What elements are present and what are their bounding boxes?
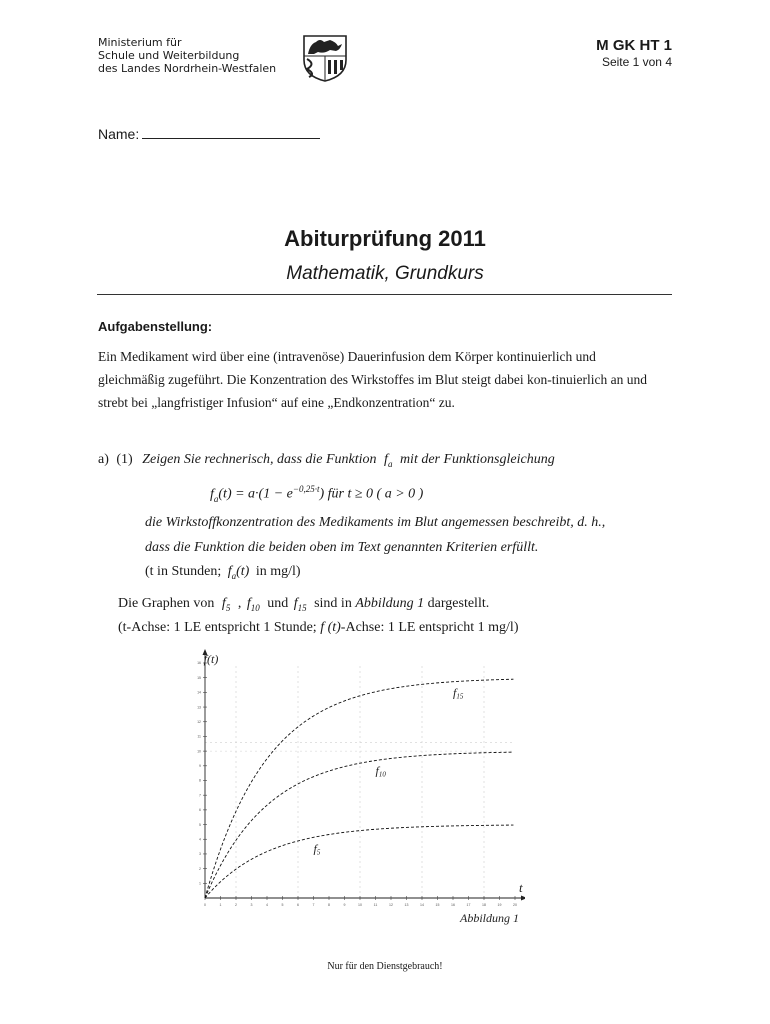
graphs-and: und bbox=[267, 596, 289, 611]
y-tick-label: 14 bbox=[197, 690, 201, 695]
x-tick-label: 10 bbox=[358, 903, 362, 907]
units-text-end: in mg/l) bbox=[255, 564, 301, 579]
y-tick-label: 9 bbox=[199, 764, 201, 769]
y-tick-label: 4 bbox=[199, 837, 201, 842]
function-subscript: a bbox=[213, 493, 219, 504]
x-tick-label: 6 bbox=[297, 903, 299, 907]
graph-sub-15: 15 bbox=[297, 602, 307, 613]
axes-scale-end: -Achse: 1 LE entspricht 1 mg/l) bbox=[340, 620, 519, 635]
x-tick-label: 18 bbox=[482, 903, 486, 907]
y-tick-label: 6 bbox=[199, 808, 201, 813]
x-tick-label: 17 bbox=[466, 903, 471, 907]
y-tick-label: 16 bbox=[197, 661, 201, 666]
task-prompt-end: mit der Funktionsgleichung bbox=[399, 452, 555, 467]
name-blank-line bbox=[142, 125, 320, 139]
intro-text: Ein Medikament wird über eine (intravenöse) Dauerinfusion dem Körper kontinuierlich und gleichmäßig zugeführt. Die Konzentration des Wirkstoffes im Blut steigt dabei kon-tinuierlich an und strebt bei „langfristiger Infusion“ auf eine „Endkonzentration“ zu. bbox=[98, 349, 647, 410]
title-divider bbox=[97, 294, 672, 295]
figure-reference: Abbildung 1 bbox=[355, 596, 425, 611]
x-tick-label: 11 bbox=[373, 903, 378, 907]
page-info: Seite 1 von 4 bbox=[601, 55, 672, 69]
function-equation bbox=[210, 484, 423, 503]
task-prompt: Zeigen Sie rechnerisch, dass die Funktion bbox=[142, 452, 377, 467]
y-tick-label: 13 bbox=[197, 705, 201, 710]
graph-sub-10: 10 bbox=[250, 602, 260, 613]
function-name: f bbox=[227, 564, 232, 579]
x-tick-label: 5 bbox=[281, 903, 284, 907]
x-tick-label: 20 bbox=[513, 903, 517, 907]
x-tick-label: 2 bbox=[235, 903, 237, 907]
x-tick-label: 0 bbox=[204, 903, 206, 907]
graph-sub-5: 5 bbox=[225, 602, 231, 613]
series-line-f10 bbox=[205, 752, 513, 898]
equation-right: ) für t ≥ 0 ( a > 0 ) bbox=[319, 486, 424, 502]
x-tick-label: 15 bbox=[435, 903, 440, 907]
y-tick-label: 1 bbox=[199, 881, 201, 886]
task-label: a) bbox=[98, 452, 109, 467]
function-graph-chart bbox=[185, 648, 525, 938]
function-subscript: a bbox=[231, 570, 237, 581]
x-tick-label: 19 bbox=[497, 903, 502, 907]
x-tick-label: 12 bbox=[389, 903, 393, 907]
x-axis-label: t bbox=[519, 880, 523, 895]
exam-code: M GK HT 1 bbox=[596, 37, 672, 54]
units-line bbox=[145, 564, 301, 581]
x-tick-label: 16 bbox=[451, 903, 455, 907]
task-number: (1) bbox=[116, 452, 133, 467]
x-tick-label: 9 bbox=[343, 903, 346, 907]
function-subscript: a bbox=[387, 458, 393, 469]
task-heading: Aufgabenstellung: bbox=[98, 319, 213, 334]
task-a-1-line bbox=[98, 452, 555, 469]
name-field bbox=[98, 125, 320, 142]
series-line-f15 bbox=[205, 679, 513, 898]
ministry-name bbox=[98, 36, 276, 75]
x-tick-label: 3 bbox=[250, 903, 253, 907]
units-text-start: (t in Stunden; bbox=[145, 564, 222, 579]
x-tick-label: 14 bbox=[420, 903, 424, 907]
figure-caption: Abbildung 1 bbox=[460, 911, 519, 925]
series-label-f5: f5 bbox=[313, 841, 321, 857]
axes-scale-function: f (t) bbox=[320, 620, 341, 635]
ministry-line: Schule und Weiterbildung bbox=[98, 49, 240, 62]
series-label-f15: f15 bbox=[453, 685, 464, 701]
task-a-line-3: dass die Funktion die beiden oben im Text genannten Kriterien erfüllt. bbox=[145, 540, 539, 555]
page-subtitle: Mathematik, Grundkurs bbox=[286, 263, 484, 284]
x-axis-arrow bbox=[521, 896, 525, 901]
ministry-line: des Landes Nordrhein-Westfalen bbox=[98, 62, 277, 75]
series-label-f10: f10 bbox=[375, 763, 386, 779]
y-tick-label: 3 bbox=[199, 852, 201, 857]
series-line-f5 bbox=[205, 825, 513, 898]
axes-scale-start: (t-Achse: 1 LE entspricht 1 Stunde; bbox=[118, 620, 317, 635]
footer-note: Nur für den Dienstgebrauch! bbox=[327, 961, 443, 972]
nrw-coat-of-arms-icon bbox=[300, 34, 350, 82]
x-tick-label: 13 bbox=[404, 903, 409, 907]
y-tick-label: 5 bbox=[199, 822, 201, 827]
y-axis-label: f(t) bbox=[203, 652, 219, 666]
y-tick-label: 15 bbox=[197, 675, 201, 680]
graphs-description: Die Graphen von $f_5$ , $f_{10}$ und $f_{15}$ sind in Abbildung 1 dargestellt. bbox=[118, 596, 490, 613]
equation-exponent: −0,25·t bbox=[292, 484, 320, 494]
ministry-line: Ministerium für bbox=[98, 36, 182, 49]
task-a-line-2: die Wirkstoffkonzentration des Medikaments im Blut angemessen beschreibt, d. h., bbox=[145, 515, 606, 530]
x-tick-label: 7 bbox=[312, 903, 315, 907]
y-tick-label: 8 bbox=[199, 778, 201, 783]
graphs-text-start: Die Graphen von bbox=[118, 596, 215, 611]
y-tick-label: 11 bbox=[197, 734, 201, 739]
y-tick-label: 12 bbox=[197, 719, 201, 724]
page-title: Abiturprüfung 2011 bbox=[284, 226, 486, 251]
y-tick-label: 2 bbox=[199, 866, 201, 871]
x-tick-label: 4 bbox=[266, 903, 268, 907]
x-tick-label: 8 bbox=[328, 903, 330, 907]
equation-left: (t) = a·(1 − e bbox=[218, 486, 293, 502]
graphs-text-end: dargestellt. bbox=[427, 596, 490, 611]
graphs-separator: , bbox=[237, 596, 242, 611]
function-name: f bbox=[210, 486, 214, 502]
x-tick-label: 1 bbox=[219, 903, 222, 907]
graphs-text-mid: sind in bbox=[314, 596, 352, 611]
y-tick-label: 7 bbox=[199, 793, 201, 798]
axes-scale-line bbox=[118, 620, 518, 636]
name-label: Name: bbox=[98, 126, 140, 142]
units-function-arg: (t) bbox=[236, 564, 250, 579]
y-tick-label: 10 bbox=[197, 749, 201, 754]
function-name: f bbox=[384, 452, 388, 467]
